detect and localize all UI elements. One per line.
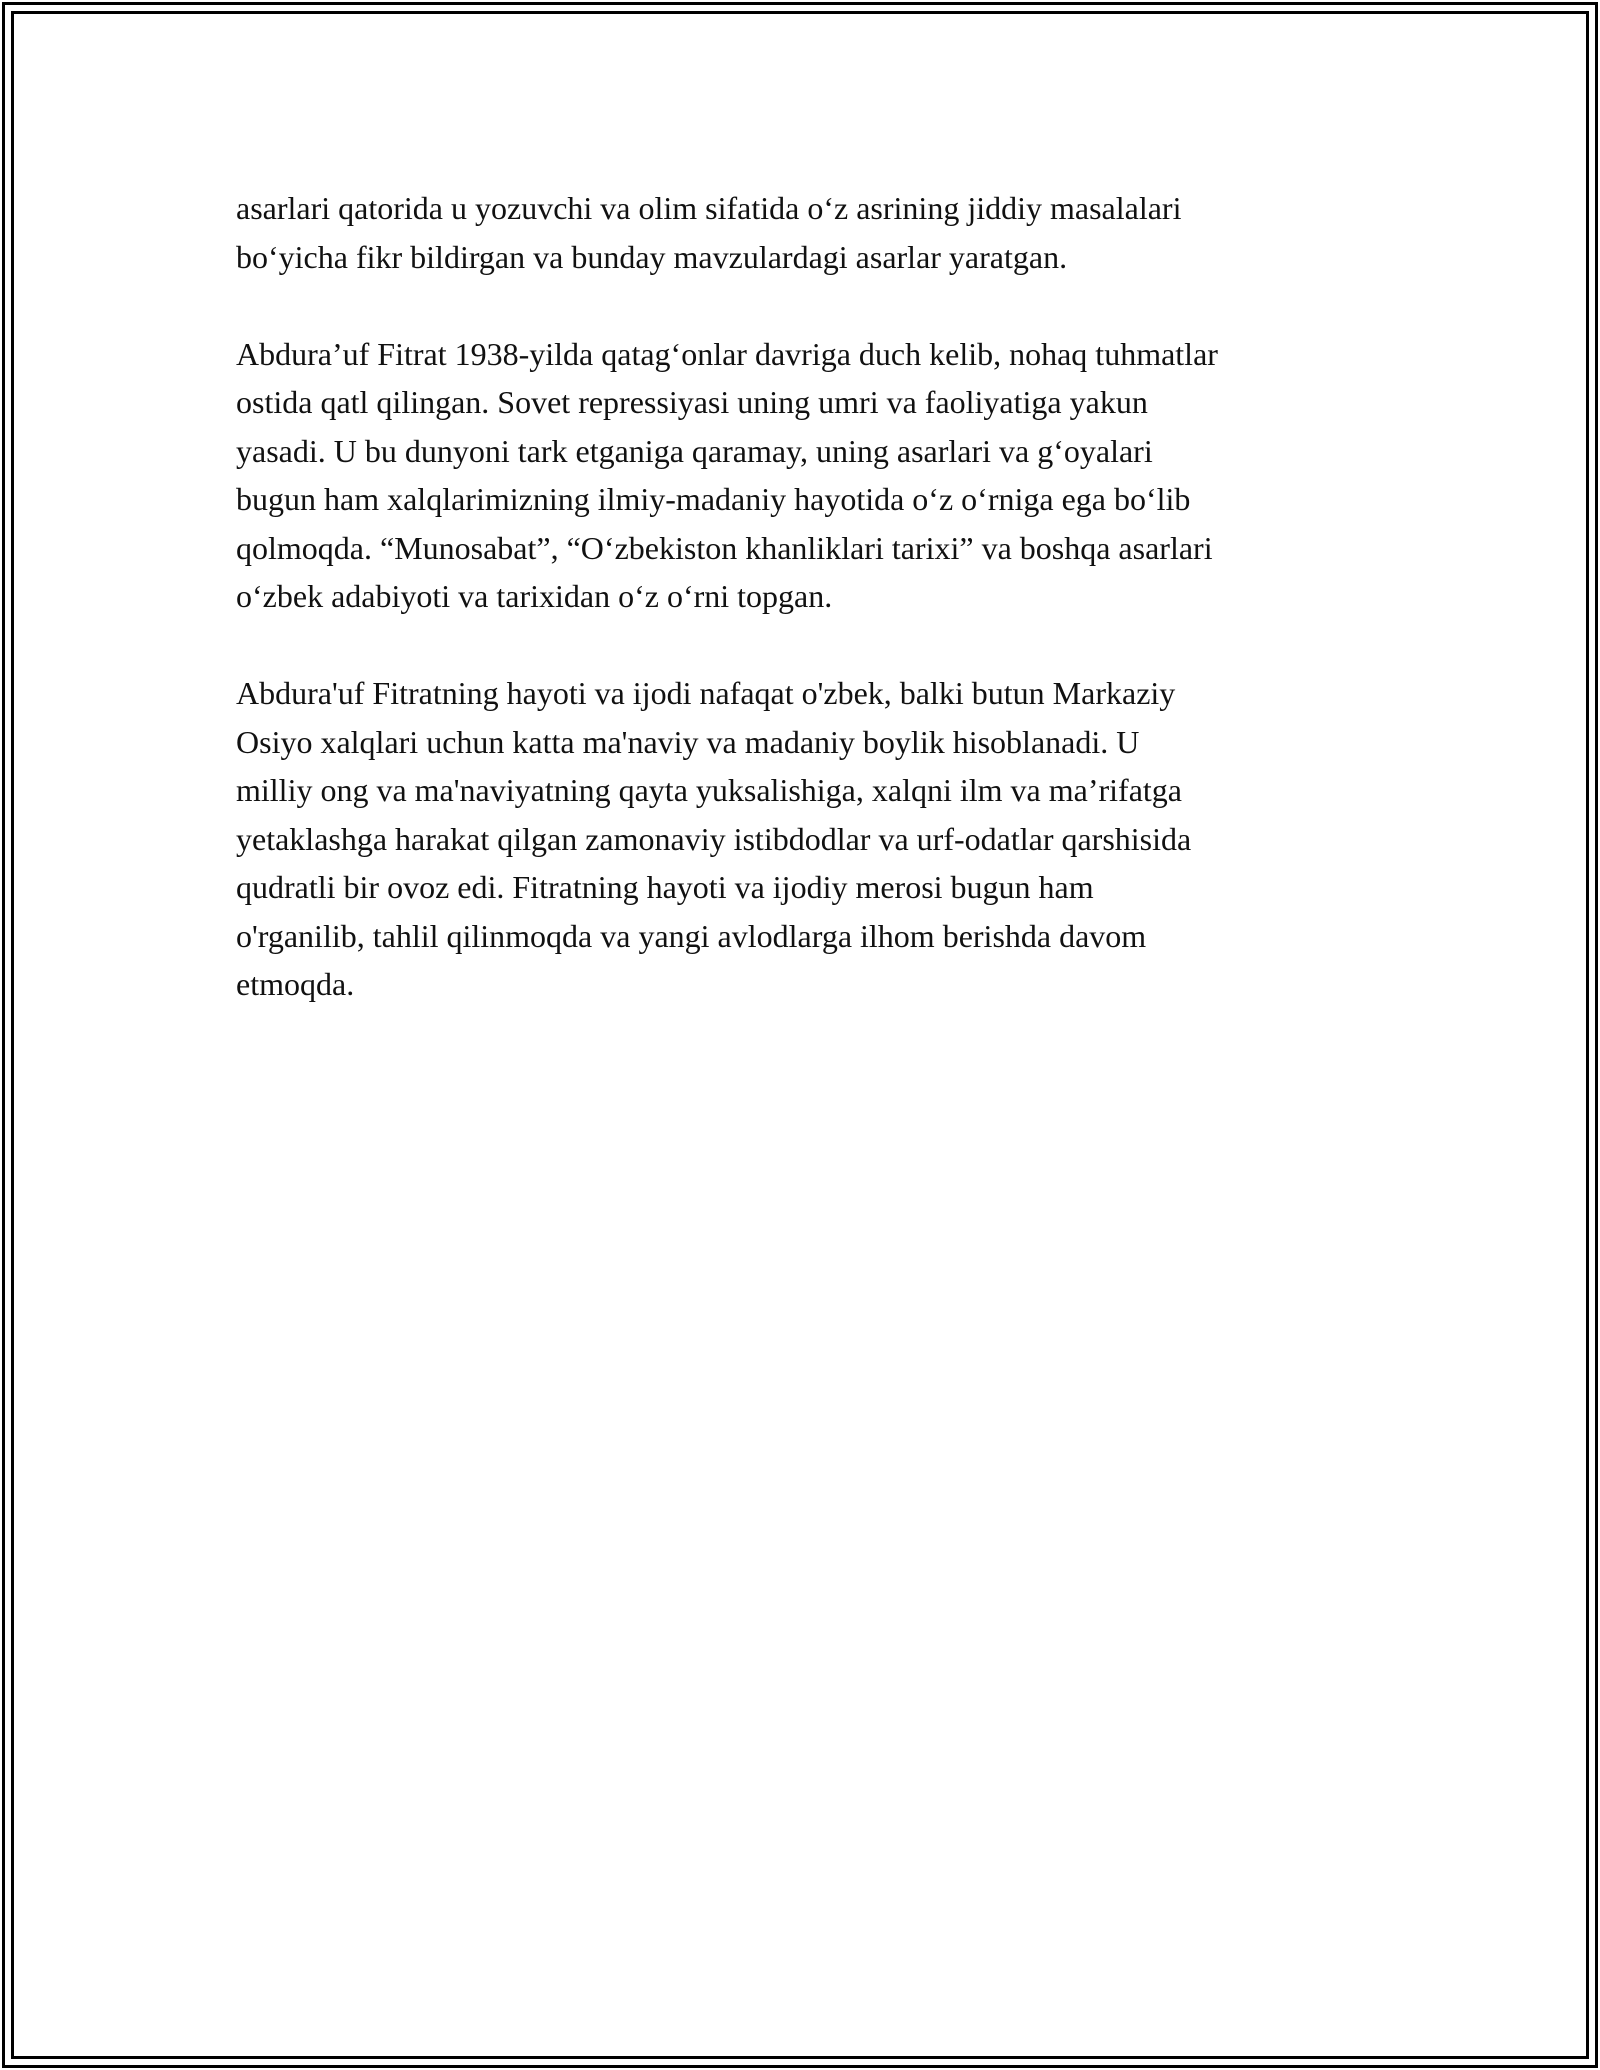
paragraph-2: Abdura’uf Fitrat 1938-yilda qatag‘onlar davriga duch kelib, nohaq tuhmatlar ostida qatl qilingan. Sovet repressiyasi uning umri va faoliyatiga yakun yasadi. U bu dunyoni tark etganiga qaramay, uning asarlari va g‘oyalari bugun ham xalqlarimizning ilmiy-madaniy hayotida o‘z o‘rniga ega bo‘lib qolmoqda. “Munosabat”, “O‘zbekiston khanliklari tarixi” va boshqa asarlari o‘zbek adabiyoti va tarixidan o‘z o‘rni topgan. [236, 335, 1218, 614]
paragraph-3: Abdura'uf Fitratning hayoti va ijodi nafaqat o'zbek, balki butun Markaziy Osiyo xalqlari uchun katta ma'naviy va madaniy boylik hisoblanadi. U milliy ong va ma'naviyatning qayta yuksalishiga, xalqni ilm va ma’rifatga yetaklashga harakat qilgan zamonaviy istibdodlar va urf-odatlar qarshisida qudratli bir ovoz edi. Fitratning hayoti va ijodiy merosi bugun ham o'rganilib, tahlil qilinmoqda va yangi avlodlarga ilhom berishda davom etmoqda. [236, 675, 1192, 1002]
document-body [236, 184, 1376, 1057]
paragraph-1: asarlari qatorida u yozuvchi va olim sifatida o‘z asrining jiddiy masalalari bo‘yicha fikr bildirgan va bunday mavzulardagi asarlar yaratgan. [236, 190, 1182, 275]
